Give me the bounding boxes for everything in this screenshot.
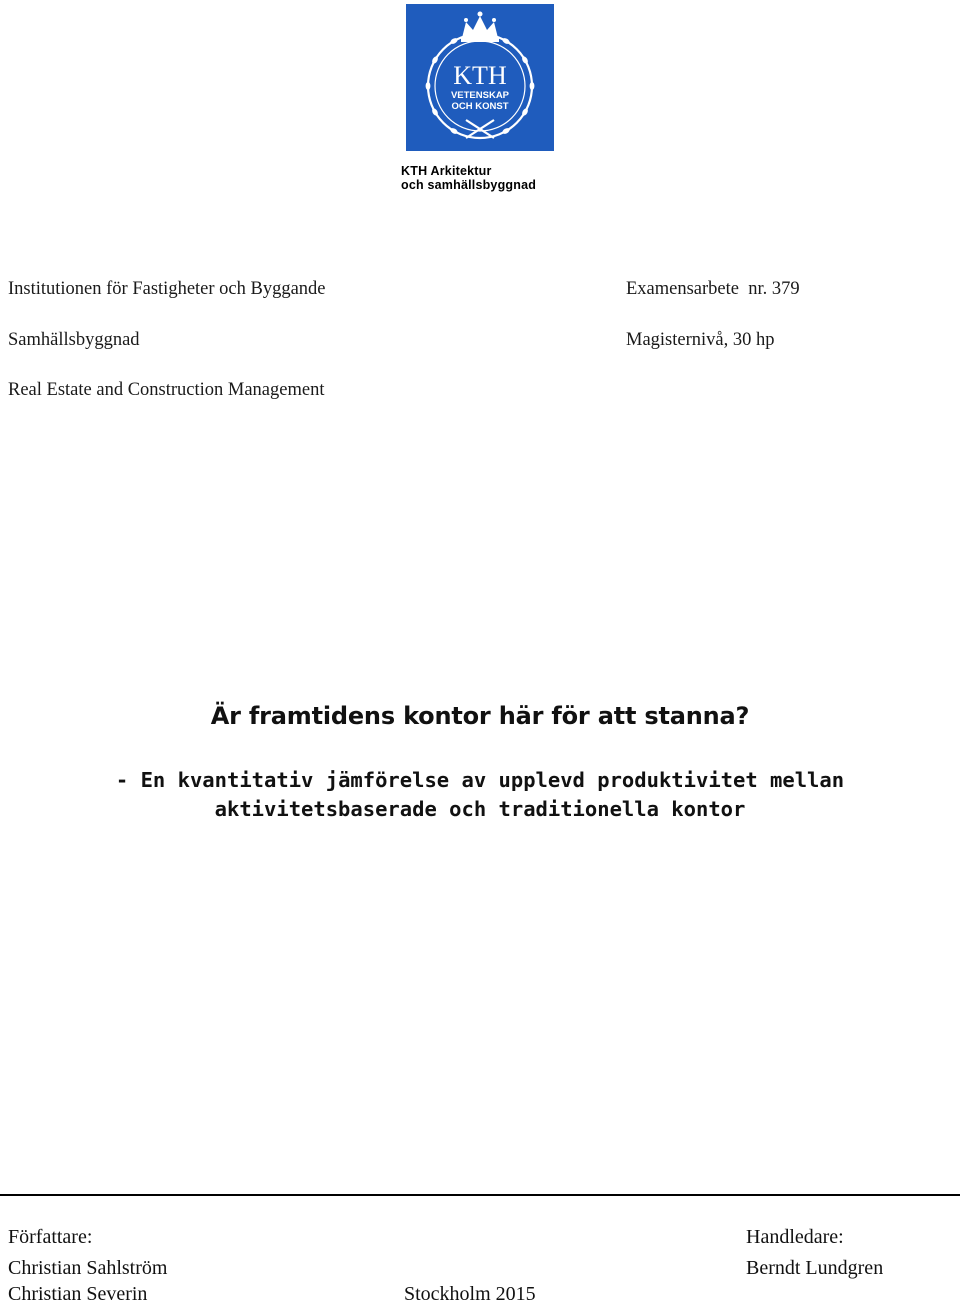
program-english-name: Real Estate and Construction Management	[8, 380, 325, 400]
subtitle-line2: aktivitetsbaserade och traditionella kontor	[214, 797, 746, 821]
logo-main-text: KTH	[453, 61, 507, 90]
place-year: Stockholm 2015	[404, 1283, 536, 1305]
kth-logo	[406, 4, 554, 151]
author-name: Christian Severin	[8, 1283, 148, 1305]
kth-crest-icon	[406, 4, 554, 151]
subtitle-line1: - En kvantitativ jämförelse av upplevd produktivitet mellan	[115, 768, 845, 792]
logo-line2-text: OCH KONST	[451, 101, 509, 112]
program-name: Samhällsbyggnad	[8, 330, 140, 350]
department-line1: KTH Arkitektur	[401, 164, 492, 178]
thesis-subtitle	[0, 766, 960, 824]
supervisor-label: Handledare:	[746, 1226, 844, 1248]
author-name: Christian Sahlström	[8, 1257, 168, 1279]
thesis-number: Examensarbete nr. 379	[626, 279, 800, 299]
department-line2: och samhällsbyggnad	[401, 178, 537, 192]
thesis-level: Magisternivå, 30 hp	[626, 330, 775, 350]
supervisor-name: Berndt Lundgren	[746, 1257, 884, 1279]
logo-line1-text: VETENSKAP	[450, 90, 510, 101]
department-name	[401, 164, 571, 192]
thesis-title: Är framtidens kontor här för att stanna?	[210, 702, 750, 730]
authors-label: Författare:	[8, 1226, 93, 1248]
institution-name: Institutionen för Fastigheter och Byggande	[8, 279, 326, 299]
footer-divider	[0, 1194, 960, 1196]
